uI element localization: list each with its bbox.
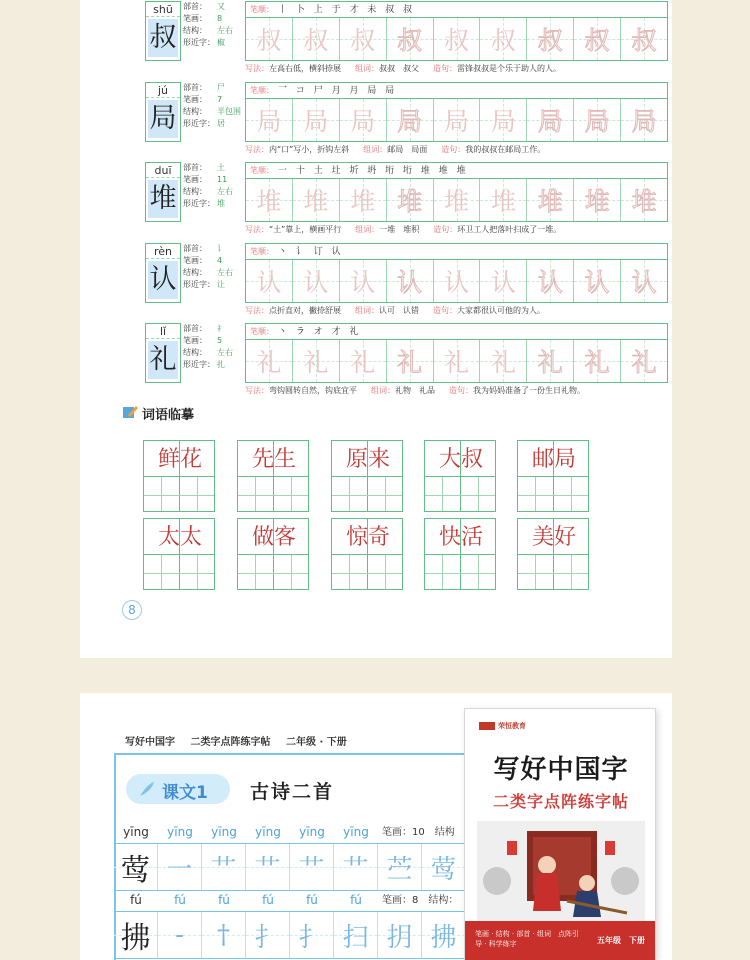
stroke-order bbox=[246, 244, 667, 260]
vocab-box[interactable] bbox=[424, 440, 496, 512]
radical-value: 礻 bbox=[217, 324, 225, 333]
trace-cell[interactable]: 局 bbox=[387, 99, 434, 141]
radical-label: 部首： bbox=[183, 2, 207, 11]
strokes-label: 笔画： bbox=[183, 256, 207, 265]
character-pinyin: lǐ bbox=[146, 324, 180, 339]
practice-pinyin: fú bbox=[218, 893, 230, 907]
trace-cell[interactable]: 叔 bbox=[527, 18, 574, 60]
radical-value: 讠 bbox=[217, 244, 225, 253]
practice-pinyin: yīng bbox=[343, 825, 369, 839]
character-info bbox=[183, 323, 243, 383]
trace-cell[interactable]: 认 bbox=[574, 260, 621, 302]
vocab-box[interactable] bbox=[237, 518, 309, 590]
method-text: 点折直对，撇捺舒展 bbox=[269, 306, 341, 315]
vocab-word: 大叔 bbox=[438, 447, 483, 472]
structure-label: 结构： bbox=[183, 348, 207, 357]
trace-cell[interactable]: 堆 bbox=[434, 179, 481, 221]
similar-label: 形近字： bbox=[183, 199, 215, 208]
trace-cell[interactable]: 局 bbox=[621, 99, 667, 141]
sentence-label: 造句： bbox=[433, 225, 458, 234]
stroke-order-label: 笔顺： bbox=[250, 166, 274, 175]
trace-cell[interactable]: 礼 bbox=[527, 340, 574, 382]
trace-cell[interactable]: 局 bbox=[246, 99, 293, 141]
practice-cell[interactable]: 扌 bbox=[246, 912, 290, 958]
method-text: “土”靠上，横画平行 bbox=[269, 225, 342, 234]
page-number: 8 bbox=[122, 600, 142, 620]
structure-value: 半包围 bbox=[217, 107, 241, 116]
strokes-value: 11 bbox=[217, 175, 228, 184]
lesson-label: 课文1 bbox=[162, 783, 208, 803]
character-info bbox=[183, 1, 243, 61]
lesson-title: 古诗二首 bbox=[250, 781, 335, 803]
strokes-value: 8 bbox=[217, 14, 223, 23]
character-info bbox=[183, 243, 243, 303]
method-label: 写法： bbox=[245, 64, 269, 73]
trace-cell[interactable]: 礼 bbox=[621, 340, 667, 382]
trace-cell[interactable]: 礼 bbox=[574, 340, 621, 382]
similar-value: 扎 bbox=[217, 360, 225, 369]
practice-cell[interactable]: 苎 bbox=[378, 844, 422, 890]
sentence-text: 雷锋叔叔是个乐于助人的人。 bbox=[457, 64, 561, 73]
trace-cell[interactable]: 堆 bbox=[340, 179, 387, 221]
vocab-box[interactable] bbox=[331, 518, 403, 590]
practice-cell[interactable]: 拂 bbox=[422, 912, 466, 958]
stroke-order-label: 笔顺： bbox=[250, 247, 274, 256]
trace-cell[interactable]: 认 bbox=[387, 260, 434, 302]
vocab-word: 做客 bbox=[251, 525, 296, 550]
trace-cell[interactable]: 堆 bbox=[246, 179, 293, 221]
vocab-word: 美好 bbox=[531, 525, 576, 550]
trace-cell[interactable]: 礼 bbox=[434, 340, 481, 382]
trace-cell[interactable]: 叔 bbox=[480, 18, 527, 60]
sentence-label: 造句： bbox=[449, 386, 473, 395]
method-label: 写法： bbox=[245, 145, 269, 154]
trace-cell[interactable]: 局 bbox=[340, 99, 387, 141]
book-header bbox=[125, 733, 359, 748]
strokes-value: 7 bbox=[217, 95, 223, 104]
practice-cell[interactable]: † bbox=[202, 912, 246, 958]
feather-icon bbox=[138, 780, 156, 798]
trace-cell[interactable]: 礼 bbox=[246, 340, 293, 382]
similar-label: 形近字： bbox=[183, 38, 215, 47]
stroke-order-sequence: 丨 卜 上 于 才 未 叔 叔 bbox=[278, 5, 416, 15]
strokes-label: 笔画： bbox=[183, 95, 207, 104]
radical-label: 部首： bbox=[183, 324, 207, 333]
structure-label: 结构： bbox=[183, 268, 207, 277]
practice-cell: 拂 bbox=[114, 912, 158, 958]
practice-pinyin: yīng bbox=[255, 825, 281, 839]
vocab-box[interactable] bbox=[517, 518, 589, 590]
trace-cell[interactable]: 堆 bbox=[387, 179, 434, 221]
practice-pinyin-line bbox=[114, 825, 474, 843]
radical-value: 尸 bbox=[217, 83, 225, 92]
words-text: 叔叔 叔父 bbox=[379, 64, 419, 73]
character-pinyin: duī bbox=[146, 163, 180, 178]
book-grade: 二年级 · 下册 bbox=[285, 737, 347, 748]
stroke-order bbox=[246, 2, 667, 18]
structure-label: 结构： bbox=[183, 107, 207, 116]
similar-value: 堆 bbox=[217, 199, 225, 208]
sentence-text: 大家都很认可他的为人。 bbox=[457, 306, 545, 315]
sentence-text: 环卫工人把落叶扫成了一堆。 bbox=[457, 225, 562, 234]
practice-cell[interactable]: 莺 bbox=[422, 844, 466, 890]
method-text: 内“口”写小，折钩左斜 bbox=[269, 145, 350, 154]
character-info bbox=[183, 162, 243, 222]
character-card bbox=[145, 1, 181, 61]
similar-value: 让 bbox=[217, 280, 225, 289]
words-text: 认可 认错 bbox=[379, 306, 419, 315]
words-text: 邮局 局面 bbox=[387, 145, 428, 154]
character-card bbox=[145, 323, 181, 383]
words-label: 组词： bbox=[371, 386, 395, 395]
trace-cell[interactable]: 认 bbox=[480, 260, 527, 302]
trace-cell[interactable]: 局 bbox=[434, 99, 481, 141]
practice-cell[interactable]: 艹 bbox=[202, 844, 246, 890]
practice-cell[interactable]: 一 bbox=[158, 844, 202, 890]
cover-title: 写好中国字 bbox=[493, 755, 629, 785]
stroke-order-sequence: 一 十 土 圵 圻 坍 垳 垳 堆 堆 堆 bbox=[278, 166, 469, 176]
sentence-text: 我为妈妈准备了一份生日礼物。 bbox=[473, 386, 585, 395]
practice-pinyin: fú bbox=[130, 893, 142, 907]
trace-cells bbox=[246, 260, 667, 302]
method-label: 写法： bbox=[245, 225, 269, 234]
practice-pinyin-line bbox=[114, 893, 474, 911]
trace-cell[interactable]: 叔 bbox=[574, 18, 621, 60]
vocab-section-title: 词语临摹 bbox=[142, 408, 195, 423]
stroke-order-label: 笔顺： bbox=[250, 327, 274, 336]
practice-meta: 笔画：10 结构 bbox=[382, 827, 455, 838]
writing-tip bbox=[245, 305, 668, 316]
practice-cell[interactable]: 扌 bbox=[290, 912, 334, 958]
radical-value: 又 bbox=[217, 2, 225, 11]
practice-cell[interactable]: 抈 bbox=[378, 912, 422, 958]
practice-cell[interactable]: 扫 bbox=[334, 912, 378, 958]
character-card bbox=[145, 243, 181, 303]
radical-value: 土 bbox=[217, 163, 225, 172]
trace-cell[interactable]: 认 bbox=[293, 260, 340, 302]
practice-meta: 笔画：8 结构： bbox=[382, 895, 459, 906]
book-cover bbox=[464, 708, 656, 960]
character-glyph: 礼 bbox=[148, 341, 178, 379]
writing-tip bbox=[245, 63, 668, 74]
vocab-word: 鲜花 bbox=[157, 447, 202, 472]
practice-cell[interactable]: 艹 bbox=[334, 844, 378, 890]
trace-cell[interactable]: 认 bbox=[434, 260, 481, 302]
similar-label: 形近字： bbox=[183, 119, 215, 128]
practice-pinyin: fú bbox=[306, 893, 318, 907]
practice-cell[interactable]: - bbox=[158, 912, 202, 958]
words-label: 组词： bbox=[355, 64, 379, 73]
practice-pinyin: yīng bbox=[167, 825, 193, 839]
character-glyph: 堆 bbox=[148, 180, 178, 218]
vocab-box[interactable] bbox=[331, 440, 403, 512]
strokes-value: 4 bbox=[217, 256, 223, 265]
practice-cell[interactable]: 艹 bbox=[290, 844, 334, 890]
stroke-order-sequence: 丶 讠 订 认 bbox=[278, 247, 344, 257]
practice-pinyin: fú bbox=[174, 893, 186, 907]
words-text: 礼物 礼品 bbox=[395, 386, 435, 395]
strokes-label: 笔画： bbox=[183, 14, 207, 23]
structure-label: 结构： bbox=[183, 26, 207, 35]
character-pinyin: rèn bbox=[146, 244, 180, 259]
trace-cell[interactable]: 礼 bbox=[480, 340, 527, 382]
trace-cells bbox=[246, 179, 667, 221]
trace-cells bbox=[246, 18, 667, 60]
vocab-box[interactable] bbox=[143, 518, 215, 590]
writing-tip bbox=[245, 385, 668, 396]
trace-cell[interactable]: 堆 bbox=[480, 179, 527, 221]
character-card bbox=[145, 162, 181, 222]
trace-cell[interactable]: 礼 bbox=[293, 340, 340, 382]
structure-value: 左右 bbox=[217, 187, 233, 196]
sentence-label: 造句： bbox=[441, 145, 466, 154]
structure-value: 左右 bbox=[217, 26, 233, 35]
method-label: 写法： bbox=[245, 386, 269, 395]
vocab-box[interactable] bbox=[237, 440, 309, 512]
writing-tip bbox=[245, 144, 668, 155]
vocab-box[interactable] bbox=[424, 518, 496, 590]
trace-cells bbox=[246, 99, 667, 141]
writing-tip bbox=[245, 224, 668, 235]
practice-grid bbox=[245, 1, 668, 61]
sentence-label: 造句： bbox=[433, 306, 457, 315]
trace-cell[interactable]: 认 bbox=[527, 260, 574, 302]
publisher-brand: 荣恒教育 bbox=[479, 721, 526, 731]
practice-grid bbox=[245, 82, 668, 142]
words-text: 一堆 堆积 bbox=[379, 225, 420, 234]
trace-cell[interactable]: 堆 bbox=[293, 179, 340, 221]
character-info bbox=[183, 82, 243, 142]
vocab-box[interactable] bbox=[517, 440, 589, 512]
practice-grid bbox=[245, 323, 668, 383]
words-label: 组词： bbox=[355, 306, 379, 315]
stroke-order-label: 笔顺： bbox=[250, 5, 274, 14]
trace-cell[interactable]: 堆 bbox=[527, 179, 574, 221]
method-label: 写法： bbox=[245, 306, 269, 315]
similar-label: 形近字： bbox=[183, 360, 215, 369]
practice-pinyin: yīng bbox=[299, 825, 325, 839]
similar-value: 椒 bbox=[217, 38, 225, 47]
trace-cell[interactable]: 局 bbox=[480, 99, 527, 141]
words-label: 组词： bbox=[355, 225, 380, 234]
practice-pinyin: yīng bbox=[211, 825, 237, 839]
trace-cell[interactable]: 叔 bbox=[621, 18, 667, 60]
stroke-order bbox=[246, 324, 667, 340]
cover-features: 笔画 · 结构 · 部首 · 组词 点阵引导 · 科学练字 bbox=[475, 930, 580, 948]
trace-cells bbox=[246, 340, 667, 382]
trace-cell[interactable]: 局 bbox=[293, 99, 340, 141]
vocab-word: 太太 bbox=[157, 525, 202, 550]
vocab-word: 邮局 bbox=[531, 447, 576, 472]
stroke-order-sequence: 丶 ラ オ 才 礼 bbox=[278, 327, 362, 337]
radical-label: 部首： bbox=[183, 244, 207, 253]
practice-pinyin: fú bbox=[350, 893, 362, 907]
book-subtitle: 二类字点阵练字帖 bbox=[190, 737, 271, 748]
stroke-order-label: 笔顺： bbox=[250, 86, 274, 95]
cover-grade: 五年级 下册 bbox=[597, 936, 645, 945]
vocab-word: 惊奇 bbox=[345, 525, 390, 550]
structure-value: 左右 bbox=[217, 268, 233, 277]
radical-label: 部首： bbox=[183, 83, 207, 92]
trace-cell[interactable]: 认 bbox=[340, 260, 387, 302]
similar-value: 居 bbox=[217, 119, 225, 128]
vocab-word: 快活 bbox=[438, 525, 483, 550]
trace-cell[interactable]: 礼 bbox=[340, 340, 387, 382]
trace-cell[interactable]: 认 bbox=[246, 260, 293, 302]
cover-band bbox=[465, 921, 655, 960]
trace-cell[interactable]: 叔 bbox=[387, 18, 434, 60]
stroke-order-sequence: 乛 コ 尸 月 月 局 局 bbox=[278, 86, 398, 96]
character-pinyin: jú bbox=[146, 83, 180, 98]
character-glyph: 叔 bbox=[148, 19, 178, 57]
method-text: 左高右低，横斜捺展 bbox=[269, 64, 341, 73]
practice-cell[interactable]: 艹 bbox=[246, 844, 290, 890]
sentence-label: 造句： bbox=[433, 64, 457, 73]
cover-subtitle: 二类字点阵练字帖 bbox=[492, 792, 629, 811]
structure-value: 左右 bbox=[217, 348, 233, 357]
trace-cell[interactable]: 叔 bbox=[434, 18, 481, 60]
words-label: 组词： bbox=[363, 145, 388, 154]
structure-label: 结构： bbox=[183, 187, 207, 196]
radical-label: 部首： bbox=[183, 163, 207, 172]
character-glyph: 局 bbox=[148, 100, 178, 138]
similar-label: 形近字： bbox=[183, 280, 215, 289]
workbook-page-8 bbox=[80, 0, 672, 658]
stroke-order bbox=[246, 163, 667, 179]
strokes-value: 5 bbox=[217, 336, 223, 345]
practice-cells bbox=[114, 843, 474, 891]
trace-cell[interactable]: 认 bbox=[621, 260, 667, 302]
stroke-order bbox=[246, 83, 667, 99]
practice-grid bbox=[245, 162, 668, 222]
practice-cells bbox=[114, 911, 474, 959]
trace-cell[interactable]: 叔 bbox=[293, 18, 340, 60]
trace-cell[interactable]: 局 bbox=[574, 99, 621, 141]
vocab-word: 先生 bbox=[251, 447, 296, 472]
trace-cell[interactable]: 局 bbox=[527, 99, 574, 141]
character-pinyin: shū bbox=[146, 2, 180, 17]
character-glyph: 认 bbox=[148, 261, 178, 299]
vocab-word: 原来 bbox=[345, 447, 390, 472]
trace-cell[interactable]: 堆 bbox=[621, 179, 667, 221]
trace-cell[interactable]: 叔 bbox=[246, 18, 293, 60]
trace-cell[interactable]: 礼 bbox=[387, 340, 434, 382]
lesson-badge bbox=[126, 774, 230, 804]
book-title: 写好中国字 bbox=[125, 737, 175, 748]
cover-illustration bbox=[477, 821, 645, 921]
method-text: 弯钩圆转自然，钩底宜平 bbox=[269, 386, 357, 395]
practice-grid bbox=[245, 243, 668, 303]
practice-pinyin: fú bbox=[262, 893, 274, 907]
trace-cell[interactable]: 叔 bbox=[340, 18, 387, 60]
vocab-box[interactable] bbox=[143, 440, 215, 512]
practice-cell: 莺 bbox=[114, 844, 158, 890]
sentence-text: 我的叔叔在邮局工作。 bbox=[465, 145, 546, 154]
trace-cell[interactable]: 堆 bbox=[574, 179, 621, 221]
character-card bbox=[145, 82, 181, 142]
strokes-label: 笔画： bbox=[183, 336, 207, 345]
practice-pinyin: yīng bbox=[123, 825, 149, 839]
strokes-label: 笔画： bbox=[183, 175, 207, 184]
